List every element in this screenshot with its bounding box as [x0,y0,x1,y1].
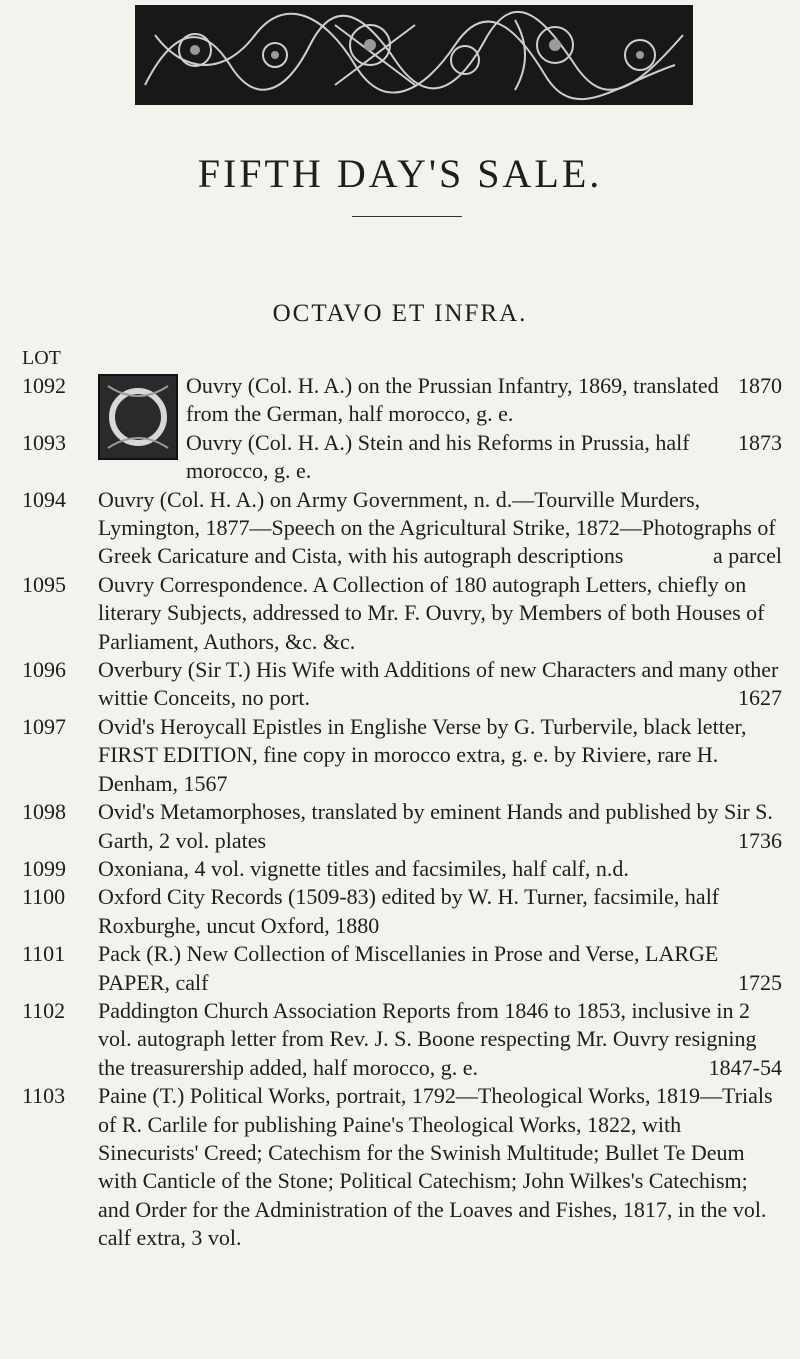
lot-entry-1101 [22,940,782,997]
lot-date: 1725 [738,969,782,995]
lot-entry-1097 [22,713,782,798]
lot-entry-1098 [22,798,782,855]
lot-description: Overbury (Sir T.) His Wife with Additions of new Characters and many other wittie Conceits, no port. 1627 [98,656,782,713]
lot-date: 1736 [738,827,782,853]
lot-date: 1873 [738,429,782,455]
lot-entry-1093 [22,429,782,486]
lot-number: 1094 [22,486,66,512]
lot-entry-1096 [22,656,782,713]
lot-description: Paine (T.) Political Works, portrait, 1792—Theological Works, 1819—Trials of R. Carlile for publishing Paine's Theological Works, 1822, with Sinecurists' Creed; Catechism for the Swinish Multitude; Bullet Te Deum with Canticle of the Stone; Political Catechism; John Wilkes's Catechism; and Order for the Administration of the Loaves and Fishes, 1817, in the vol. calf extra, 3 vol. [98,1083,773,1251]
lot-description: Ouvry (Col. H. A.) on the Prussian Infantry, 1869, translated from the German, half morocco, g. e. [186,373,719,427]
lot-description: Ovid's Metamorphoses, translated by eminent Hands and published by Sir S. Garth, 2 vol. plates 1736 [98,798,782,855]
lot-number: 1101 [22,941,66,967]
lot-entry-1099 [22,855,782,883]
lot-number: 1097 [22,713,66,739]
title-rule [352,216,462,217]
lot-number: 1102 [22,997,66,1023]
lot-entry-1102 [22,997,782,1082]
lot-description: Oxford City Records (1509-83) edited by W. H. Turner, facsimile, half Roxburghe, uncut Oxford, 1880 [98,884,720,938]
lot-description: Ouvry (Col. H. A.) Stein and his Reforms in Prussia, half morocco, g. e. [186,429,690,484]
lot-date: 1870 [738,373,782,398]
lot-list [22,372,782,1253]
lot-number: 1092 [22,373,66,398]
lot-number: 1095 [22,571,66,597]
lot-date: 1567 [183,770,228,796]
lot-description: Pack (R.) New Collection of Miscellanies in Prose and Verse, LARGE PAPER, calf 1725 [98,940,782,997]
lot-description: Paddington Church Association Reports from 1846 to 1853, inclusive in 2 vol. autograph letter from Rev. J. S. Boone respecting Mr. Ouvry resigning the treasurership added, half morocco, g. e. 1847-54 [98,997,782,1082]
lot-entry-1092 [22,372,782,429]
lot-entry-1103 [22,1082,782,1252]
ornamental-headpiece [135,5,693,105]
lot-description: Ovid's Heroycall Epistles in Englishe Verse by G. Turbervile, black letter, FIRST EDITION, fine copy in morocco extra, g. e. by Riviere, rare H. Denham, 1567 [98,713,747,796]
lot-number: 1098 [22,799,66,825]
lot-description: Ouvry Correspondence. A Collection of 180 autograph Letters, chiefly on literary Subjects, addressed to Mr. F. Ouvry, by Members of both Houses of Parliament, Authors, &c. &c. [98,571,765,654]
lot-date: a parcel [713,543,782,569]
page-title: FIFTH DAY'S SALE. [197,151,603,196]
lot-column-heading: LOT [22,347,61,369]
lot-number: 1093 [22,429,66,455]
lot-entry-1100 [22,883,782,940]
lot-date: 1847-54 [708,1054,782,1080]
lot-date: 1627 [738,685,782,711]
lot-number: 1099 [22,855,66,881]
lot-date: 1880 [335,912,380,938]
lot-description: Ouvry (Col. H. A.) on Army Government, n. d.—Tourville Murders, Lymington, 1877—Speech on the Agricultural Strike, 1872—Photographs of Greek Caricature and Cista, with his autograph descriptions a parcel [98,486,782,571]
lot-number: 1096 [22,657,66,683]
lot-entry-1094 [22,486,782,571]
lot-number: 1103 [22,1083,66,1109]
section-subtitle: OCTAVO ET INFRA. [272,300,528,327]
lot-entry-1095 [22,571,782,656]
lot-number: 1100 [22,884,66,910]
lot-description: Oxoniana, 4 vol. vignette titles and facsimiles, half calf, n.d. [98,855,629,881]
